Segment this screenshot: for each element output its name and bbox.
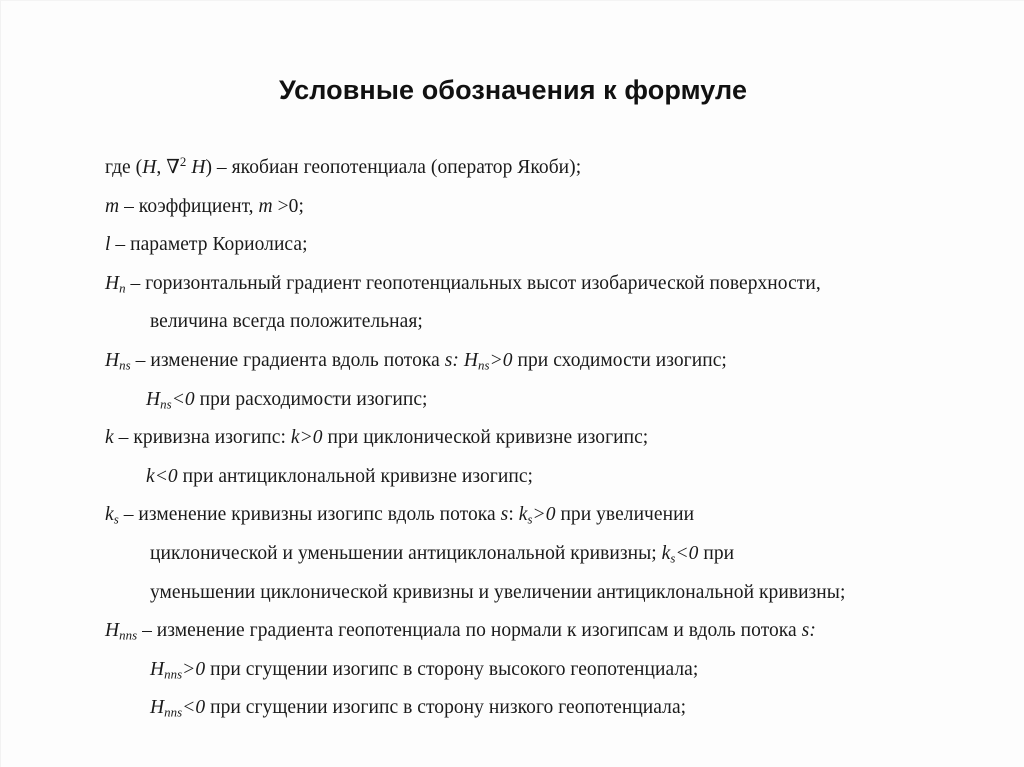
symbol-k-s: k xyxy=(105,504,114,526)
ks-neg-condition: <0 xyxy=(675,542,699,564)
ks-cont1-tail-text: при xyxy=(698,542,735,564)
hn-continuation-text: величина всегда положительная; xyxy=(150,311,423,333)
jacobian-comma: , xyxy=(156,157,167,178)
k-condition: >0 xyxy=(299,427,323,449)
legend-line-l xyxy=(105,226,985,265)
symbol-k-s-2: k xyxy=(518,504,528,526)
page-title: Условные обозначения к формуле xyxy=(278,75,748,105)
legend-line-hns-negative xyxy=(105,381,985,420)
legend-line-hnns xyxy=(105,612,985,651)
jacobian-lead: где ( xyxy=(105,157,143,178)
ks-tail-text: при увеличении xyxy=(555,504,695,526)
hn-tail-text: – горизонтальный градиент геопотенциальных высот изобарической поверхности, xyxy=(125,272,821,294)
hnns-pos-condition: >0 xyxy=(182,658,206,680)
symbol-s-flow-3: s xyxy=(801,620,810,642)
hns-neg-tail-text: при расходимости изогипс; xyxy=(194,388,428,410)
ks-cont2-text: уменьшении циклонической кривизны и увеличении антициклональной кривизны; xyxy=(150,581,846,603)
symbol-k-s-2-subscript: s xyxy=(527,512,533,527)
jacobian-tail: ) – якобиан геопотенциала (оператор Якоби); xyxy=(205,157,582,178)
hns-mid-text: – изменение градиента вдоль потока xyxy=(130,349,445,371)
hns-colon: : xyxy=(452,349,464,371)
ks-mid-text: – изменение кривизны изогипс вдоль потока xyxy=(118,504,501,526)
legend-line-k-negative xyxy=(105,458,985,497)
symbol-k-s-subscript: s xyxy=(113,512,119,527)
symbol-h-ns-subscript: ns xyxy=(119,358,131,373)
legend-line-ks-continuation-2 xyxy=(105,574,985,613)
legend-line-k xyxy=(105,419,985,458)
k-tail-text: при циклонической кривизне изогипс; xyxy=(322,427,649,449)
ks-condition: >0 xyxy=(532,504,556,526)
symbol-l: l xyxy=(105,234,111,256)
k-neg-condition: <0 xyxy=(154,465,178,487)
nabla-icon: ∇ xyxy=(166,157,180,178)
legend-line-hnns-positive xyxy=(105,651,985,690)
legend-line-hn-continuation xyxy=(105,303,985,342)
symbol-k: k xyxy=(105,427,114,449)
symbol-k-s-neg-subscript: s xyxy=(670,551,676,566)
symbol-h-ns: H xyxy=(105,349,120,371)
hns-neg-condition: <0 xyxy=(171,388,195,410)
symbol-h-nns-neg: H xyxy=(150,697,165,719)
legend-line-m xyxy=(105,188,985,227)
hnns-neg-condition: <0 xyxy=(182,697,206,719)
jacobian-symbol-h1: H xyxy=(142,157,157,178)
symbol-h-n-subscript: n xyxy=(119,281,126,296)
symbol-h-ns-neg-subscript: ns xyxy=(160,397,172,412)
symbol-h-nns-neg-subscript: nns xyxy=(164,705,183,720)
hnns-pos-tail-text: при сгущении изогипс в сторону высокого геопотенциала; xyxy=(205,658,699,680)
legend-line-hnns-negative xyxy=(105,689,985,728)
jacobian-symbol-h2: H xyxy=(191,157,206,178)
legend-line-ks-continuation-1 xyxy=(105,535,985,574)
symbol-h-nns: H xyxy=(105,620,120,642)
k-neg-tail-text: при антициклональной кривизне изогипс; xyxy=(177,465,533,487)
hnns-neg-tail-text: при сгущении изогипс в сторону низкого геопотенциала; xyxy=(205,697,687,719)
symbol-k-s-neg: k xyxy=(661,542,671,564)
hns-tail-text: при сходимости изогипс; xyxy=(512,349,727,371)
ks-cont1-lead-text: циклонической и уменьшении антициклональной кривизны; xyxy=(150,542,662,564)
symbol-h-nns-pos-subscript: nns xyxy=(164,667,183,682)
symbol-m-1: m xyxy=(105,195,120,217)
symbol-s-flow-2: s xyxy=(500,504,509,526)
symbol-m-2: m xyxy=(258,195,273,217)
l-tail-text: – параметр Кориолиса; xyxy=(110,234,308,256)
legend-line-ks xyxy=(105,496,985,535)
symbol-s-flow: s xyxy=(444,349,453,371)
symbol-h-ns-2: H xyxy=(463,349,479,371)
m-tail-text: >0; xyxy=(272,195,304,217)
symbol-k-neg: k xyxy=(146,465,155,487)
symbol-k-2: k xyxy=(290,427,300,449)
symbol-h-n: H xyxy=(105,272,120,294)
ks-colon: : xyxy=(508,504,519,526)
k-mid-text: – кривизна изогипс: xyxy=(113,427,291,449)
symbol-h-ns-neg: H xyxy=(146,388,161,410)
legend-line-hns xyxy=(105,342,985,381)
m-mid-text: – коэффициент, xyxy=(119,195,259,217)
hns-condition: >0 xyxy=(489,349,513,371)
nabla-exponent: 2 xyxy=(179,154,187,169)
symbol-h-nns-pos: H xyxy=(150,658,165,680)
hnns-mid-text: – изменение градиента геопотенциала по нормали к изогипсам и вдоль потока xyxy=(137,620,802,642)
legend-list xyxy=(105,149,985,728)
legend-line-jacobian xyxy=(105,149,985,188)
symbol-h-nns-subscript: nns xyxy=(119,628,138,643)
hnns-tail-colon: : xyxy=(809,620,816,642)
symbol-h-ns-2-subscript: ns xyxy=(478,358,490,373)
legend-line-hn xyxy=(105,265,985,304)
